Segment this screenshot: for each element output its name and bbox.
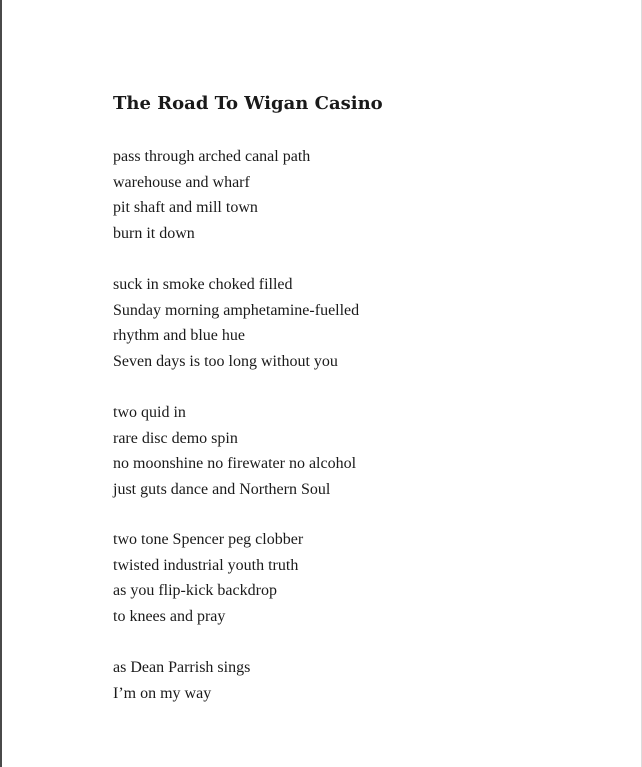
poem-line: burn it down	[113, 224, 195, 242]
poem-line: rare disc demo spin	[113, 429, 238, 447]
stanza-1	[113, 144, 310, 246]
poem-line: no moonshine no firewater no alcohol	[113, 455, 357, 473]
poem-line: as Dean Parrish sings	[113, 659, 251, 676]
poem-line: two tone Spencer peg clobber	[113, 531, 304, 548]
poem-line: Seven days is too long without you	[113, 352, 338, 370]
poem-line: rhythm and blue hue	[113, 327, 245, 345]
stanza-3	[113, 400, 356, 502]
stanza-4	[113, 527, 303, 629]
poem-line: twisted industrial youth truth	[113, 556, 299, 574]
poem-line: I’m on my way	[113, 684, 212, 702]
poem-title: The Road To Wigan Casino	[113, 93, 383, 114]
poem-line: Sunday morning amphetamine-fuelled	[113, 301, 360, 319]
poem-line: pit shaft and mill town	[113, 199, 258, 217]
poem-line: warehouse and wharf	[113, 173, 250, 191]
stanza-5	[113, 655, 250, 706]
poem-line: suck in smoke choked filled	[113, 276, 293, 293]
poem-line: as you flip-kick backdrop	[113, 582, 277, 600]
poem-line: to knees and pray	[113, 607, 226, 625]
poem-line: just guts dance and Northern Soul	[113, 480, 331, 498]
poem-line: two quid in	[113, 404, 186, 421]
poem-line: pass through arched canal path	[113, 148, 311, 165]
stanza-2	[113, 272, 359, 374]
